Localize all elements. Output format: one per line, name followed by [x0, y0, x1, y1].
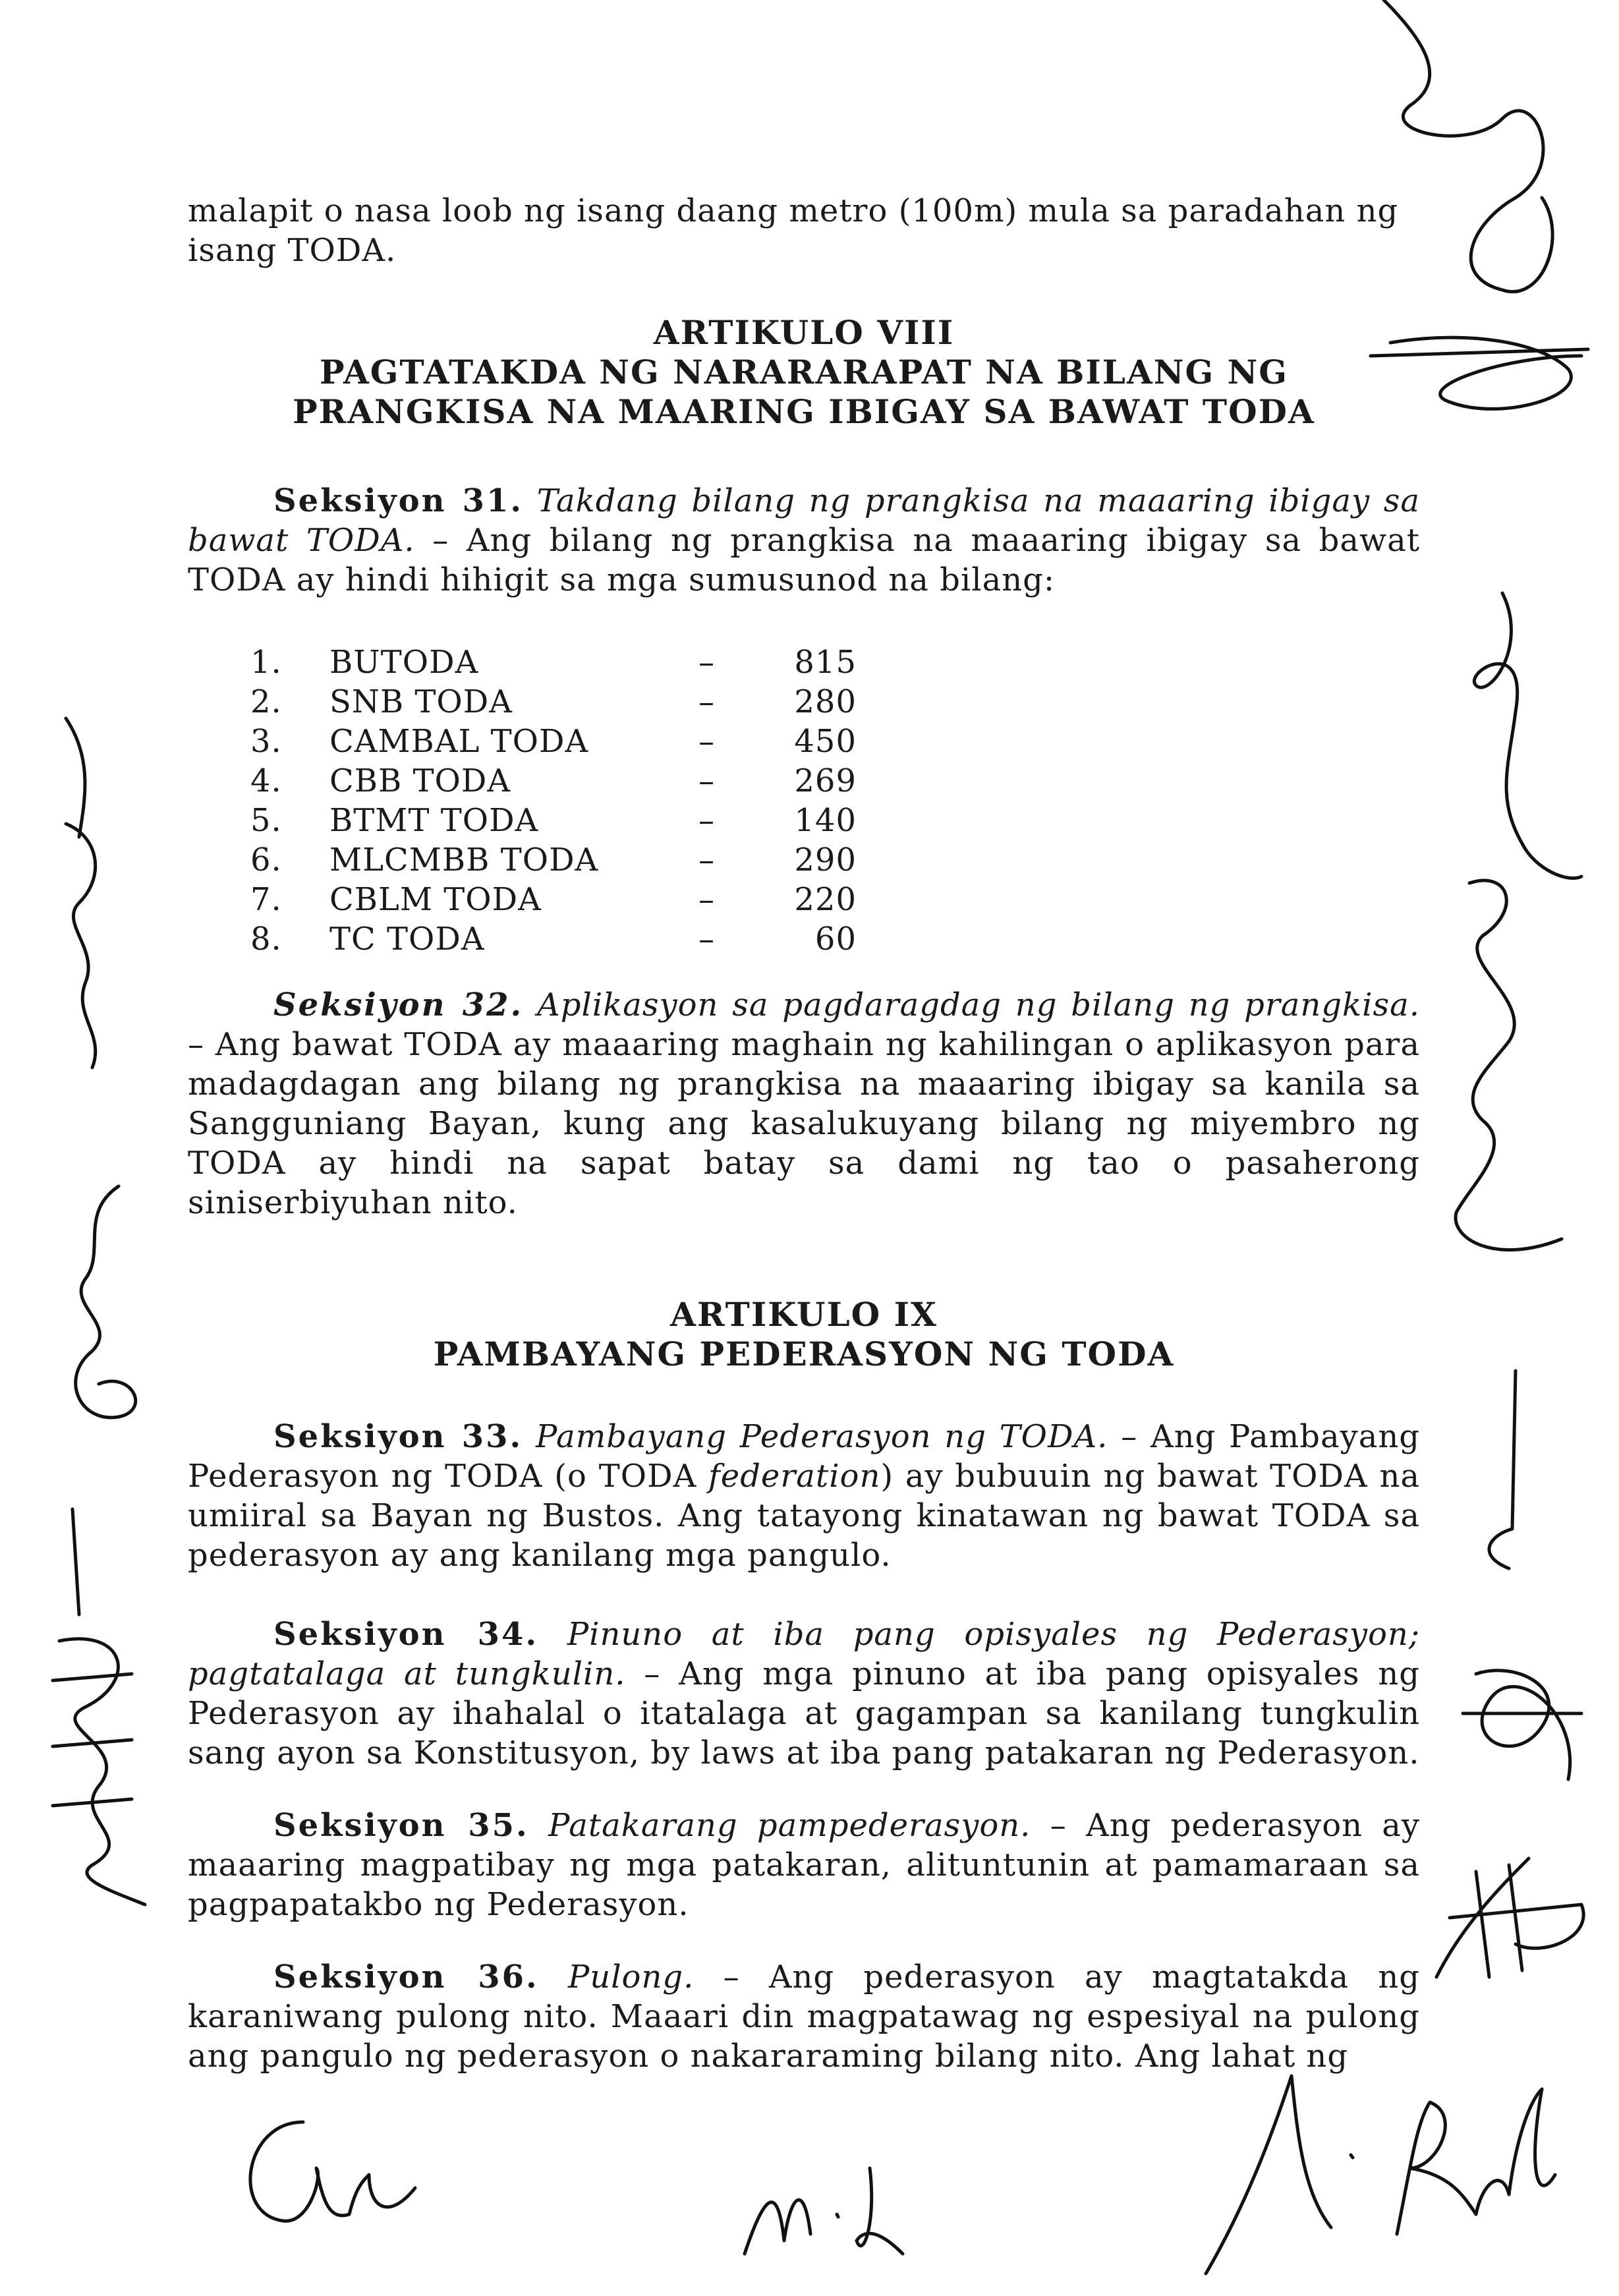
section-31-label: Seksiyon 31.: [273, 482, 524, 519]
section-35-title: Patakarang pampederasyon.: [548, 1807, 1031, 1844]
list-item-number: 6.: [250, 842, 282, 878]
list-item: [250, 840, 857, 880]
list-item-value: 450: [794, 723, 857, 760]
section-35: [188, 1806, 1420, 1924]
signature-bottom-1: [217, 2109, 428, 2241]
list-item: [250, 919, 857, 959]
list-item-dash: –: [698, 921, 715, 958]
article-9-heading: [188, 1295, 1420, 1374]
list-item-dash: –: [698, 644, 715, 681]
section-31: [188, 481, 1420, 600]
list-item-value: 290: [794, 842, 857, 878]
list-item: [250, 801, 857, 840]
list-item-dash: –: [698, 802, 715, 839]
article-9-title: ARTIKULO IX: [670, 1295, 938, 1334]
list-item-name: CAMBAL TODA: [329, 723, 589, 760]
list-item-name: CBLM TODA: [329, 881, 542, 918]
section-34-title: Pinuno at iba pang opisyales ng Pederasyon; pagtatalaga at tungkulin.: [188, 1616, 1421, 1692]
section-34-label: Seksiyon 34.: [273, 1616, 539, 1653]
toda-franchise-list: [250, 643, 857, 959]
list-item-dash: –: [698, 723, 715, 760]
section-36: [188, 1957, 1420, 2076]
list-item-name: BUTODA: [329, 644, 479, 681]
section-33: [188, 1417, 1420, 1575]
signature-right-1: [1436, 567, 1595, 896]
section-32: [188, 985, 1420, 1222]
intro-line-1: malapit o nasa loob ng isang daang metro (100m) mula sa paradahan ng: [188, 192, 1399, 229]
list-item-number: 4.: [250, 762, 282, 799]
list-item-value: 140: [794, 802, 857, 839]
section-36-label: Seksiyon 36.: [273, 1959, 539, 1995]
signature-bottom-3: [1199, 2063, 1568, 2287]
list-item-value: 269: [794, 762, 857, 799]
article-8-heading: [188, 313, 1420, 432]
list-item-value: 220: [794, 881, 857, 918]
section-32-body: – Ang bawat TODA ay maaaring maghain ng kahilingan o aplikasyon para madagdagan ang bilang ng prangkisa na maaaring ibigay sa kanila sa Sangguniang Bayan, kung ang kasalukuyang bilang ng miyembro ng TODA ay hindi na sapat batay sa dami ng tao o pasaherong siniserbiyuhan nito.: [188, 1026, 1420, 1221]
list-item-name: CBB TODA: [329, 762, 511, 799]
section-33-title: Pambayang Pederasyon ng TODA.: [535, 1418, 1108, 1455]
list-item-number: 3.: [250, 723, 282, 760]
list-item-dash: –: [698, 683, 715, 720]
section-33-body-pre: – Ang Pambayang Pederasyon ng TODA (o TODA: [188, 1418, 1420, 1495]
section-33-body-post: ) ay bubuuin ng bawat TODA na umiiral sa Bayan ng Bustos. Ang tatayong kinatawan ng bawat TODA sa pederasyon ay ang kanilang mga pangulo.: [188, 1458, 1420, 1574]
list-item-name: BTMT TODA: [329, 802, 539, 839]
signature-top-right: [1371, 0, 1595, 461]
list-item-dash: –: [698, 881, 715, 918]
list-item-dash: –: [698, 762, 715, 799]
list-item-name: SNB TODA: [329, 683, 513, 720]
intro-paragraph: [188, 191, 1420, 270]
section-35-body: – Ang pederasyon ay maaaring magpatibay ng mga patakaran, alituntunin at pamamaraan sa pagpapatakbo ng Pederasyon.: [188, 1807, 1421, 1923]
signature-right-4: [1423, 1845, 1595, 1990]
list-item-dash: –: [698, 842, 715, 878]
list-item-value: 60: [814, 921, 857, 958]
section-35-label: Seksiyon 35.: [273, 1807, 529, 1844]
list-item-number: 8.: [250, 921, 282, 958]
signature-left-2: [40, 1173, 145, 1450]
signature-right-2: [1430, 870, 1588, 1292]
list-item-number: 7.: [250, 881, 282, 918]
list-item: [250, 643, 857, 682]
article-8-subtitle-1: PAGTATAKDA NG NARARARAPAT NA BILANG NG: [320, 353, 1288, 391]
section-36-title: Pulong.: [567, 1959, 695, 1995]
section-32-title: Aplikasyon sa pagdaragdag ng bilang ng prangkisa.: [537, 987, 1421, 1023]
section-31-title: Takdang bilang ng prangkisa na maaaring ibigay sa bawat TODA.: [188, 482, 1420, 559]
section-31-body: – Ang bilang ng prangkisa na maaaring ibigay sa bawat TODA ay hindi hihigit sa mga sumusunod na bilang:: [188, 522, 1420, 598]
signature-bottom-2: [738, 2142, 909, 2287]
list-item-number: 2.: [250, 683, 282, 720]
section-32-label: Seksiyon 32.: [273, 987, 524, 1023]
list-item: [250, 880, 857, 919]
signature-left-3: [33, 1509, 152, 1905]
section-33-label: Seksiyon 33.: [273, 1418, 523, 1455]
list-item-number: 5.: [250, 802, 282, 839]
article-9-subtitle: PAMBAYANG PEDERASYON NG TODA: [433, 1335, 1175, 1373]
intro-line-2: isang TODA.: [188, 232, 397, 269]
list-item: [250, 761, 857, 801]
section-36-body: – Ang pederasyon ay magtatakda ng karaniwang pulong nito. Maaari din magpatawag ng espesiyal na pulong ang pangulo ng pederasyon o nakararaming bilang nito. Ang lahat ng: [188, 1959, 1420, 2075]
signature-left-1: [40, 705, 132, 1074]
list-item: [250, 722, 857, 761]
list-item-value: 280: [794, 683, 857, 720]
list-item-value: 815: [794, 644, 857, 681]
article-8-subtitle-2: PRANGKISA NA MAARING IBIGAY SA BAWAT TODA: [293, 392, 1315, 431]
article-8-title: ARTIKULO VIII: [653, 313, 955, 352]
section-34-body: – Ang mga pinuno at iba pang opisyales ng Pederasyon ay ihahalal o itatalaga at gagampan sa kanilang tungkulin sang ayon sa Konstitusyon, by laws at iba pang patakaran ng Pederasyon.: [188, 1655, 1420, 1771]
list-item-name: MLCMBB TODA: [329, 842, 599, 878]
section-34: [188, 1615, 1420, 1773]
section-33-body-italic: federation: [708, 1458, 881, 1495]
signature-right-3: [1450, 1371, 1595, 1806]
list-item-name: TC TODA: [329, 921, 485, 958]
list-item: [250, 682, 857, 722]
list-item-number: 1.: [250, 644, 282, 681]
